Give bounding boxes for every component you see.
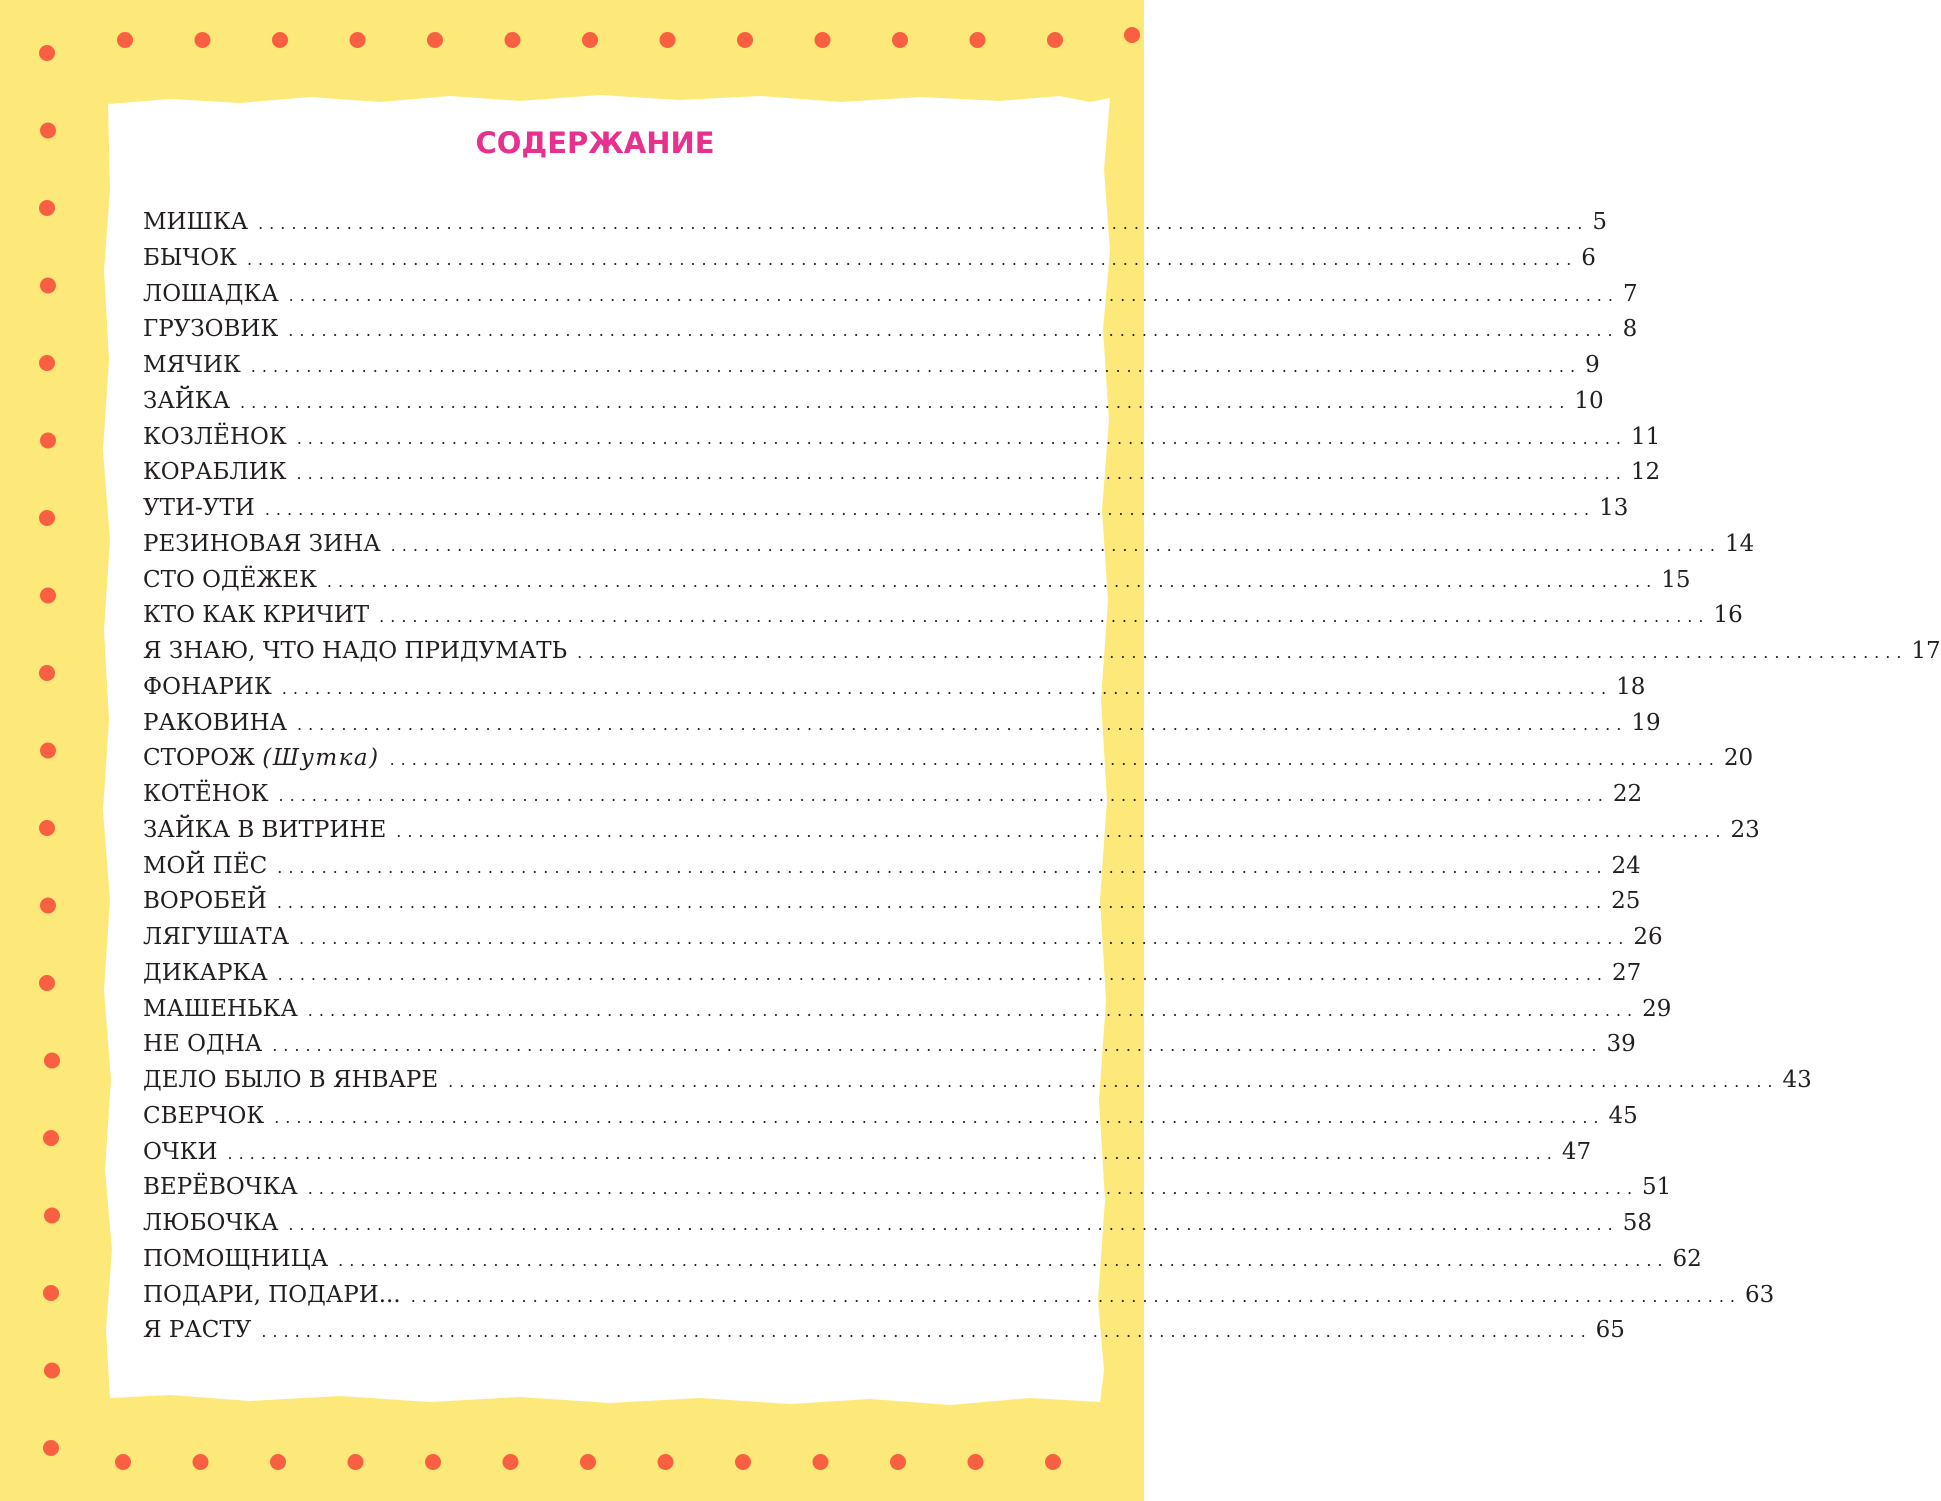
toc-entry-title-text: МИШКА (143, 209, 249, 235)
toc-entry-page-number: 22 (1612, 781, 1643, 807)
dot-leader: ........................................................................................................................ (261, 1322, 1592, 1342)
polka-dot (117, 32, 133, 48)
dot-leader: ........................................................................................................................ (396, 821, 1727, 841)
toc-entry (143, 634, 1941, 670)
toc-entry-page-number: 17 (1911, 638, 1941, 664)
toc-entry-note: (Шутка) (262, 745, 380, 772)
toc-entry-page-number: 51 (1642, 1174, 1672, 1201)
toc-entry-title-text: ЛОШАДКА (143, 280, 279, 307)
dot-leader: ........................................................................................................................ (246, 249, 1578, 269)
polka-dot (890, 1454, 906, 1470)
toc-entry-title (143, 598, 369, 634)
toc-entry-title-text: ДЕЛО БЫЛО В ЯНВАРЕ (143, 1067, 439, 1093)
toc-entry-page-number: 18 (1616, 673, 1646, 700)
polka-dot (582, 32, 598, 48)
dot-leader: ........................................................................................................................ (277, 964, 1608, 984)
dot-leader: ........................................................................................................................ (577, 643, 1908, 662)
polka-dot (43, 1130, 59, 1146)
toc-entry (143, 1242, 1702, 1278)
dot-leader: ........................................................................................................................ (326, 571, 1658, 591)
toc-entry-page-number: 11 (1631, 423, 1661, 450)
toc-entry (143, 420, 1661, 456)
toc-entry-title-text: СВЕРЧОК (143, 1102, 265, 1129)
toc-entry-title (143, 1135, 218, 1171)
toc-entry (143, 598, 1743, 634)
polka-dot (1045, 1454, 1061, 1470)
toc-entry (143, 706, 1661, 742)
toc-entry-page-number: 26 (1633, 924, 1663, 950)
dot-leader: ........................................................................................................................ (227, 1143, 1558, 1163)
toc-entry-title (143, 706, 287, 742)
toc-entry-title (143, 241, 237, 277)
dot-leader: ........................................................................................................................ (307, 1000, 1639, 1020)
polka-dot (115, 1454, 131, 1470)
toc-entry (143, 956, 1642, 992)
toc-entry-title (143, 277, 279, 313)
dot-leader: ........................................................................................................................ (277, 857, 1608, 877)
polka-dot (40, 278, 56, 294)
toc-entry-page-number: 43 (1782, 1067, 1812, 1093)
polka-dot (39, 45, 55, 61)
polka-dot (44, 1363, 60, 1379)
polka-dot (43, 1440, 59, 1456)
toc-entry-page-number: 45 (1608, 1102, 1638, 1129)
toc-entry-title (143, 420, 287, 456)
polka-dot (427, 32, 443, 48)
polka-dot (193, 1454, 209, 1470)
toc-entry (143, 1313, 1625, 1349)
toc-entry-title (143, 956, 268, 992)
polka-dot (348, 1454, 364, 1470)
toc-entry-page-number: 23 (1730, 816, 1760, 843)
polka-dot (39, 820, 55, 836)
toc-entry-title-text: КОЗЛЁНОК (143, 423, 287, 450)
toc-entry-page-number: 39 (1606, 1031, 1636, 1058)
toc-entry-title (143, 884, 267, 920)
toc-entry-title (143, 741, 380, 777)
toc-entry-page-number: 29 (1642, 995, 1672, 1022)
toc-entry-title (143, 1027, 262, 1063)
toc-entry (143, 348, 1600, 384)
toc-entry-page-number: 9 (1585, 352, 1600, 378)
polka-dot (505, 32, 521, 48)
polka-dot (503, 1454, 519, 1470)
polka-dot (970, 32, 986, 48)
toc-entry (143, 1170, 1672, 1206)
toc-entry-page-number: 27 (1611, 959, 1642, 986)
polka-dot (660, 32, 676, 48)
polka-dot (40, 588, 56, 604)
dot-leader: ........................................................................................................................ (299, 929, 1630, 948)
polka-dot (39, 200, 55, 216)
dot-leader: ........................................................................................................................ (307, 1179, 1639, 1199)
toc-entry (143, 1099, 1638, 1135)
toc-entry (143, 670, 1646, 706)
toc-entry-title (143, 455, 287, 491)
toc-entry (143, 312, 1638, 348)
toc-entry-title (143, 1063, 438, 1099)
toc-entry-title (143, 1242, 328, 1278)
toc-entry (143, 741, 1754, 777)
toc-entry (143, 491, 1629, 527)
toc-entry-title (143, 634, 567, 670)
toc-entry-title (143, 670, 272, 706)
dot-leader: ........................................................................................................................ (410, 1286, 1741, 1306)
polka-dot (813, 1454, 829, 1470)
toc-entry-title-text: ЗАЙКА (143, 387, 231, 414)
toc-entry (143, 384, 1604, 420)
polka-dot (1124, 27, 1140, 43)
toc-entry-title (143, 384, 230, 420)
toc-entry-title-text: ФОНАРИК (143, 673, 272, 700)
toc-entry (143, 813, 1760, 849)
dot-leader: ........................................................................................................................ (250, 357, 1582, 376)
toc-entry (143, 563, 1691, 599)
toc-entry-title-text: МЯЧИК (143, 352, 241, 378)
toc-entry-title-text: ДИКАРКА (143, 959, 268, 986)
polka-dot (39, 665, 55, 681)
toc-entry-title-text: СТОРОЖ (143, 745, 255, 772)
dot-leader: ........................................................................................................................ (296, 428, 1627, 448)
polka-dot (580, 1454, 596, 1470)
dot-leader: ........................................................................................................................ (274, 1107, 1605, 1127)
polka-dot (735, 1454, 751, 1470)
toc-entry-title (143, 920, 289, 956)
toc-entry (143, 1063, 1812, 1099)
toc-entry (143, 884, 1641, 920)
toc-entry-title-text: РЕЗИНОВАЯ ЗИНА (143, 530, 381, 557)
toc-entry-title-text: Я РАСТУ (143, 1317, 252, 1344)
toc-entry-title-text: ПОМОЩНИЦА (143, 1245, 329, 1272)
toc-entry (143, 992, 1672, 1028)
toc-entry-title-text: ГРУЗОВИК (143, 316, 279, 343)
dot-leader: ........................................................................................................................ (390, 535, 1721, 555)
dot-leader: ........................................................................................................................ (272, 1036, 1603, 1056)
toc-entry-title (143, 849, 267, 885)
toc-entry-page-number: 15 (1661, 566, 1691, 593)
toc-entry (143, 849, 1641, 885)
toc-entry-title (143, 205, 248, 241)
toc-entry-title (143, 491, 255, 527)
toc-entry-title-text: ЛЮБОЧКА (143, 1210, 279, 1236)
dot-leader: ........................................................................................................................ (288, 321, 1619, 341)
dot-leader: ........................................................................................................................ (276, 893, 1608, 913)
toc-entry-title (143, 312, 278, 348)
toc-entry-page-number: 24 (1611, 852, 1641, 879)
dot-leader: ........................................................................................................................ (288, 285, 1619, 305)
polka-dot (40, 743, 56, 759)
toc-entry-page-number: 25 (1611, 888, 1641, 915)
polka-dot (43, 1285, 59, 1301)
polka-dot (815, 32, 831, 48)
toc-entry (143, 205, 1608, 241)
toc-entry (143, 777, 1643, 813)
toc-entry (143, 277, 1638, 313)
dot-leader: ........................................................................................................................ (297, 714, 1628, 734)
toc-entry (143, 1027, 1636, 1063)
toc-entry-title (143, 1099, 264, 1135)
toc-entry-title-text: ЛЯГУШАТА (143, 924, 290, 950)
toc-entry-title-text: МАШЕНЬКА (143, 995, 298, 1022)
dot-leader: ........................................................................................................................ (338, 1250, 1669, 1270)
toc-entry-page-number: 58 (1622, 1210, 1652, 1236)
toc-entry-title (143, 992, 298, 1028)
toc-entry-title-text: НЕ ОДНА (143, 1031, 263, 1058)
toc-entry-page-number: 10 (1574, 387, 1604, 414)
toc-entry (143, 1135, 1592, 1171)
dot-leader: ........................................................................................................................ (296, 464, 1627, 484)
toc-entry-title-text: Я ЗНАЮ, ЧТО НАДО ПРИДУМАТЬ (143, 638, 568, 664)
toc-entry-title (143, 527, 381, 563)
toc-entry (143, 1206, 1652, 1242)
toc-entry-title (143, 1206, 278, 1242)
toc-entry-title-text: КТО КАК КРИЧИТ (143, 602, 370, 629)
toc-entry-title-text: ЗАЙКА В ВИТРИНЕ (143, 816, 387, 843)
toc-entry (143, 455, 1661, 491)
polka-dot (425, 1454, 441, 1470)
dot-leader: ........................................................................................................................ (240, 392, 1571, 412)
table-of-contents (143, 205, 1941, 1349)
toc-entry-title (143, 1278, 401, 1314)
toc-entry-title-text: РАКОВИНА (143, 709, 287, 736)
polka-dot (968, 1454, 984, 1470)
polka-dot (39, 510, 55, 526)
toc-entry-page-number: 8 (1622, 316, 1638, 343)
toc-entry-title-text: БЫЧОК (143, 244, 237, 271)
polka-dot (39, 355, 55, 371)
toc-entry-page-number: 63 (1745, 1281, 1775, 1308)
toc-entry-page-number: 20 (1723, 745, 1754, 772)
polka-dot (272, 32, 288, 48)
toc-entry-page-number: 7 (1622, 280, 1638, 307)
polka-dot (270, 1454, 286, 1470)
dot-leader: ........................................................................................................................ (288, 1215, 1619, 1234)
toc-entry-title-text: ВОРОБЕЙ (143, 888, 267, 915)
polka-dot (658, 1454, 674, 1470)
dot-leader: ........................................................................................................................ (448, 1072, 1779, 1091)
polka-dot (44, 1053, 60, 1069)
polka-dot (40, 898, 56, 914)
toc-entry (143, 1278, 1775, 1314)
toc-entry (143, 527, 1755, 563)
toc-entry-title-text: КОРАБЛИК (143, 459, 287, 486)
toc-entry-page-number: 47 (1561, 1138, 1592, 1165)
polka-dot (195, 32, 211, 48)
toc-entry (143, 241, 1596, 277)
toc-entry-page-number: 13 (1599, 495, 1629, 521)
dot-leader: ........................................................................................................................ (264, 500, 1596, 519)
polka-dot (39, 975, 55, 991)
toc-entry-page-number: 5 (1592, 209, 1608, 235)
toc-entry-title-text: ОЧКИ (143, 1138, 218, 1165)
toc-entry-page-number: 16 (1713, 602, 1743, 629)
toc-entry-page-number: 19 (1631, 709, 1661, 736)
toc-entry-title (143, 348, 241, 384)
dot-leader: ........................................................................................................................ (281, 678, 1613, 698)
dot-leader: ........................................................................................................................ (258, 214, 1589, 233)
toc-entry-title (143, 777, 269, 813)
toc-entry-page-number: 6 (1581, 244, 1596, 271)
toc-entry-title (143, 813, 386, 849)
polka-dot (40, 433, 56, 449)
toc-entry-title-text: КОТЁНОК (143, 781, 269, 807)
toc-entry-page-number: 12 (1630, 459, 1661, 486)
toc-entry (143, 920, 1663, 956)
toc-entry-page-number: 65 (1595, 1317, 1625, 1344)
toc-entry-title (143, 1170, 298, 1206)
page-title: СОДЕРЖАНИЕ (475, 126, 715, 160)
polka-dot (892, 32, 908, 48)
dot-leader: ........................................................................................................................ (278, 786, 1609, 805)
toc-entry-title-text: УТИ-УТИ (143, 495, 255, 521)
polka-dot (1047, 32, 1063, 48)
toc-entry-title (143, 1313, 251, 1349)
dot-leader: ........................................................................................................................ (389, 750, 1720, 770)
dot-leader: ........................................................................................................................ (379, 607, 1710, 627)
toc-entry-title (143, 563, 317, 599)
polka-dot (44, 1208, 60, 1224)
toc-entry-title-text: ВЕРЁВОЧКА (143, 1174, 298, 1201)
polka-dot (350, 32, 366, 48)
toc-entry-title-text: ПОДАРИ, ПОДАРИ... (143, 1281, 401, 1308)
toc-entry-title-text: СТО ОДЁЖЕК (143, 566, 317, 593)
toc-entry-page-number: 14 (1724, 530, 1755, 557)
toc-entry-page-number: 62 (1672, 1245, 1702, 1272)
toc-entry-title-text: МОЙ ПЁС (143, 852, 268, 879)
polka-dot (737, 32, 753, 48)
